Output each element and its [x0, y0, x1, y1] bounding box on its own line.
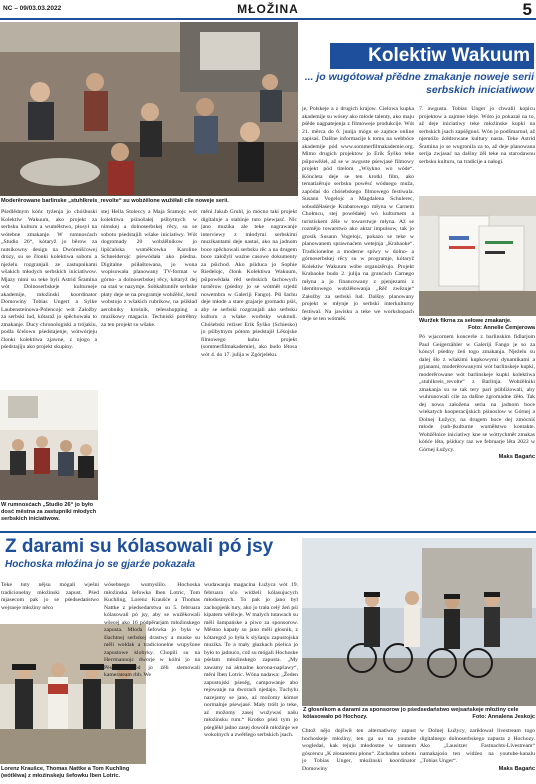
- kolektiv-column-2: [101, 209, 197, 529]
- kolektiv-column-6-text: Pó wjacornem koncerše z barlinskim fidlarjom Paul Geigerzähler w Galeriji Fango je so za kóncyl pśedny źeń togo zmakanja. Njeźelu su dalej šło z wšakimi kupkowymi dynamikami a grjanami, moderěrowanymi wót barlinskeje kupki, moderěrowane wót barlinskeje kupki kolektiwa „stuhlkreis_revolte“ z Barlinja. Wobźělniki zmakanja su se tak tery pari pśibliżowali, aby wuhrunowali cile za dalšne zgromadne źěło. Tak dej nowa załožena seria na jadnom boce wiekatych kooperacijskich pśinoslow w Górnej a Dolnej Łužycy, na drugem boce dej zmócniś młode (sub-)kulturne wuměłstwo kontakte. Wobźělnice iniciatiwy kne se wóttychmět zmakas kóńće lěta, pśiducy raz we februarje lěta 2022 w Górnej Łužycy.: [419, 334, 535, 453]
- kolektiv-column-5: [419, 106, 535, 194]
- kolektiv-column-1: [1, 209, 97, 387]
- kolektiv-author: Maks Bagańc: [498, 454, 535, 461]
- photo-workshop-group: [0, 22, 298, 196]
- kolektiv-column-4-text: je, Polskeje a z drugich krajow. Cielowa kupka akademije su wósey ako młode talenty, ako maju pśěde nagpatejenja z filmoweje produkcije. Wót 21. měrca do 6. junija mógu se zajmce online zapisaś. Dalšne informacije k tomu na webbóce akademije pód www.sommerfilmakademie.org. Mimo drugich projektow jo Erik Šyško teke pśipowěźeł, až se w awguste pśewjasé filmowy projekt pód titelom „Wśykno wo wóde“. Kóncleta deje se ten krotki film, ako tematizěrujo serbsku powěsć wódnego muža, zapódaś do chóśebskego filmowego festiwala. Susann Vogelojc a Magdalena Schulerec, sobudźěłaśerje Krabatowego młyna w Carnem Chołmcu, stej powědałej wó kulturnem a turistiskem źěle w towarstwje młyna. Až se rozmějo towarstwo ako aktar impulsow, tak jo grosik Susann Vogelojc, pokazo se teke w planowanem sprawnaćem wetejnja „Krabaoke“. Tradicionelne a moderne spiwy w dolno- a górnoserbskej rěcy su w programje, kótaryž Kolektiw Wakuum wóbe organizěrujo. Projekt Krabaoke budo 2. julija na granćach Carnego młyna a jo financowany z pjenjezami z identitowego wobźěłowanja „Rěč zwězuje“ Załožby za serbski lud. Dalšny planowany projekt w młynje jo serbski interkulturny festiwal. Na jawisku a teke we workshopach deje se ten wótměś.: [302, 106, 414, 323]
- photo-wurzek-caption-text: Wuržek fikrna za sełowe zmakanje.: [419, 318, 512, 324]
- issue-label: NC – 09/03.03.2022: [3, 5, 62, 12]
- kolektiv-column-3-text: měni Jakub Gruhl, jo mócno taki projekt digitalnje a stabinje tuto pśewjasć. Nic jano muzika ale teke nagrawanje interviewy z młodymi serbskimi muzikantami deje nastaś, ako na jadnom boce spěchowali serbsku rěc a na drugem boce załožyli waźne casowe dokumenty za pśichod. Ako pśiduca jo Sophie Riedelojc, člonk Kolektiwa Wakuum, pśipowědała rěd serbskich šachowych turněrow (pśedny jo se wótměł srjedź nowembra w Galeriji Fango). Pśi šachu deje młode a stare grajarje gromadu pśiś, aby se serbski rozgranjali ako serbsku kulturu a wšake worbsky wuknuli. Chóśebski reźiser Erik Šyško (Schiesko) jo pśibytnym pótom pśedstajił Lěśojske filmowego kubu projekt (sommerfilmakademie), ako budo lětosa wót 4. do 17. julija w Zgórjeleku.: [201, 209, 297, 358]
- kolektiv-column-4: [302, 106, 414, 526]
- photo-bicycles: [302, 538, 536, 706]
- photo-bicycles-caption: [303, 707, 535, 721]
- zdarami-column-1: [1, 582, 99, 622]
- photo-wurzek: [419, 196, 536, 316]
- photo-youth-board-caption: Lorenz Kraušce, Thomas Nattke a Tom Kuchling (wótlěwa) z młoźinskeju šefowku Iben Lotric.: [1, 766, 130, 779]
- photo-bicycles-credit: Foto: Annalena Jeskojc: [472, 713, 535, 720]
- zdarami-column-4-text: Chtož nějo dojšwił ten alternatiwny zapust hochoskeje młoźiny, ten ga su na youtube wogledaś, kak rejuju młodostne w tamnem góscencu „K złosanemu płonu“. Zachadnu sobotu jo Tobias Unger, młoźinski koordinator Domowiny: [302, 728, 416, 772]
- zdarami-author: Maks Bagańc: [498, 765, 535, 772]
- article-separator: [0, 531, 536, 533]
- photo-bicycles-caption-text: Z głosnikom a darami za sponsorow jo pśedsedaństwo wejsańskeje młoźiny cele kólasowało pó Hochozy.: [303, 707, 519, 720]
- section-title: MŁOŽINA: [237, 2, 299, 16]
- kolektiv-column-2-text: stej Hella Stoleccy a Maja Šramojc wót kolektiwa pśinošałej pśibytnych w nimskej a dolnoserbskej rěcy, su se sobotu pśedstajili wšake iniciatiwy. Wót dogromady 20 wobźělnikow jo lipšćańska wuměłcowka Karoline Schneiderojc pśewódała ako pśedna. Digitalne pśiłaštowana, jo wona wopisowała planowany TV-format w górno- a dolnoserbskej rěcy, kótaryž dej na stań w nazymje. Sobkaltuntiře serbske płaty deje se na programje wobźělić, kenž wobstojo z wšakich rubrikow, na pśikład aerobniky krośnik, telesshopping a muzikowy magacin. Techniski potrěbny za ten projekt su wšake.: [101, 209, 197, 328]
- kolektiv-column-3: [201, 209, 297, 529]
- page-number: 5: [522, 0, 532, 19]
- kolektiv-headline: Kolektiw Wakuum: [330, 43, 534, 69]
- photo-studio-26-caption: W rumnosćach „Studio 26“ jo było dosć městna za zastupnikí młodych serbskich iniciatiwow.: [1, 502, 97, 522]
- photo-wurzek-image: [419, 196, 536, 316]
- kolektiv-subheadline: ... jo wugótował přědne zmakanje noweje serii serbskich iniciatiwow: [304, 71, 534, 96]
- zdarami-column-2: [104, 582, 200, 782]
- photo-wurzek-credit: Foto: Annelie Ćemjerowa: [468, 324, 535, 331]
- zdarami-subheadline: Hochoska młoźina jo se gjarźe pokazała: [5, 559, 196, 570]
- zdarami-headline: Z darami su kólasowali pó jsy: [5, 536, 274, 557]
- page-header: [0, 0, 536, 20]
- zdarami-column-3-text: wudawanju magacina Łužyca wót 19. februara sćo widźeli kólasujucych młodostnych. To pak jo jano byl zachopjeńk tury, ako jo trała cełý źeń pśi kipatem wětšwje. W malych tutawach su měli šampańske a piwo za sponsorow. Městno kapały su jano měli głosnik, z kótaregož jo była k slyšanju zapustojska muzika. To a mały głazkach pśelica jo było to jadnućo, což su mógali Hochoske pśelam młoźinskego zapusta. „My zawamy na aktualne korona-napšawy“, měni Iben Lotric. Wóna nadawa: „Žeden zapustojski pśesěg, campowanje abo rejowanje na dworach njedajo. Tuchylu nazejamy se jano, aź možomy kómot normalnje pśewjasé. Mały tróšt jo teke, aź možomy zasej wužywaś našu młoźinsku rum.“ Krotko pśeź tym jo pśeglěkł jadno zasej dowolił młoźinje we wokolnych a zwětšego serbskich jsach.: [204, 582, 298, 739]
- zdarami-column-3: [204, 582, 298, 782]
- photo-studio-26: [0, 390, 98, 500]
- zdarami-column-2-text: wósebnego wumyslilo. Hochoska młoźinska šefowka Iben Lotric, Tom Kuchling, Lorenz Kraušće a Thomas Nattke z pśedsedarstwa su 5. februara kólasowali pó jsy, aby se wuźěkowali wšecej ako 16 pódpěrarjam młoźinskego zapusta. Młoda šefowka jo była w šlachtnej serbskej drastwy a muske su měli wołdak a tradicionelne wupyšone zapustowe klobyky. Chopili su na Herrmannojc dworje w kólni jo na Pěskach, pód jo źěli slemowali kamerateam rbb. We: [104, 582, 200, 679]
- kolektiv-column-6: [419, 334, 535, 530]
- photo-wurzek-caption: [419, 318, 535, 332]
- zdarami-column-5: [420, 728, 535, 782]
- zdarami-column-1-text: Teke tuty nějsu mógali wješni tradicionelny młoźinski zapust. Pśed mjasecom pak jo se pśedsedaństwo wejsneje młoźiny něco: [1, 582, 99, 611]
- photo-studio-26-image: [0, 390, 98, 500]
- photo-workshop-group-caption: Moderěrowane barlinske „stuhlkreis_revolte“ su wobźělone wužěłali cile noweje serii.: [1, 198, 229, 204]
- kolektiv-column-1-text: Pśedlědnym kóńc tyźenja jo chóśbuski Kolektiw Wakuum, ako projekt za serbsku kulturu a wuměłstwo, płosył na wótebne zmakanje. W rumnosćach „Studio 26“, kótaryž jo běrow za nutsikowny design na Dwóreńšćowej drozy, su se člonki kolektiwa sobotu a njeźelu rozgranjali ze zastupnikami wšakich młodych serbskich iniciatiwow. Mjazy nimi su teke byli Astrid Šramina wót Dolnoserbskeje kulturneje akademije, młoźinski koordinator Domowiny Tobias Ungert a Sylke Laubensteinowa-Polencojc wót Załožby za serbski lud, kótaraž jo spěchowała to zmakanje. Ducy chronologiski a trójakiu, podla šćelowu pśedstajenje, wótwórjeju člonki kolektiwa zjawne, z njogo a pśedstajiju ako projekt skupiny.: [1, 209, 97, 351]
- photo-bicycles-image: [302, 538, 536, 706]
- kolektiv-column-5-text: 7. awgusta. Tobias Unger jo chwalil kopicu projektow a zajmne ideje. Wóto jo pokazał na to, až deje iniciatiwy teke młoźinske kupki na serbskich jsach zapśěgnuś. Wón jo podšmarnuł, až njemóžo źołdrowane kultury nasta. Teke Astrid Šramina jo se wugronila za to, až deje planowana serija zwjasać na dalšny źěl teke na starodawnu serbsku kulturu, na tradicije a nałogi.: [419, 106, 535, 165]
- photo-workshop-group-image: [0, 22, 298, 196]
- zdarami-column-5-text: w Dolnej Łužycy, zarědował livestream togo digitalnego dolnoserbskego zapusta z Hochozy. Ako „Lausitzer Fastnachts-Livestream“ namakajośo ten widźeo na youtube-kanalu „Tobias Unger“.: [420, 728, 535, 765]
- zdarami-column-4: [302, 728, 416, 782]
